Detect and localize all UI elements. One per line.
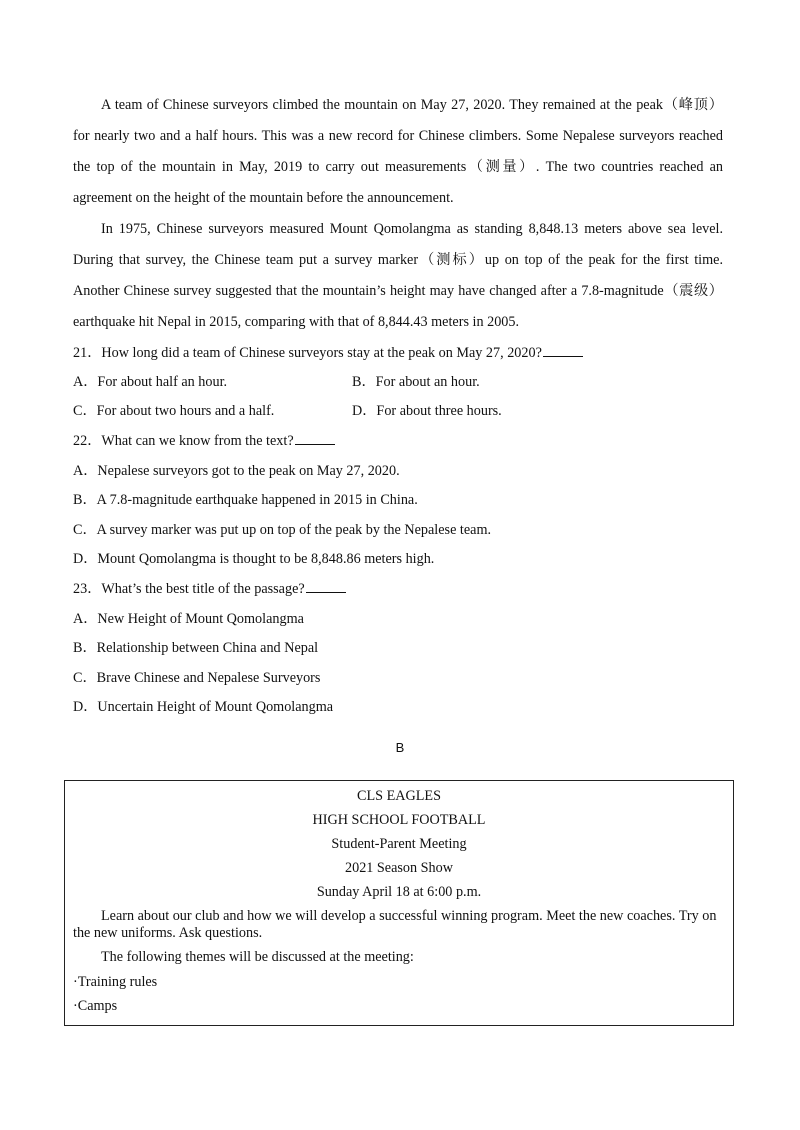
question-21-stem: 21．How long did a team of Chinese surveyors stay at the peak on May 27, 2020? [73, 345, 542, 361]
question-23 [73, 579, 346, 599]
passage-paragraph-2: In 1975, Chinese surveyors measured Mount Qomolangma as standing 8,848.13 meters above sea level. During that survey, the Chinese team put a survey marker（测标）up on top of the peak for the first time. Another Chinese survey suggested that the mountain’s height may have changed after a 7.8-magnitude（震级）earthquake hit Nepal in 2015, comparing with that of 8,844.43 meters in 2005. [73, 221, 723, 330]
question-21-option-b: B．For about an hour. [352, 374, 480, 390]
question-23-stem: 23．What’s the best title of the passage? [73, 581, 305, 597]
notice-bullet-training: ·Training rules [73, 974, 158, 990]
answer-blank [295, 432, 335, 445]
question-22-option-d: D．Mount Qomolangma is thought to be 8,848.86 meters high. [73, 551, 435, 567]
answer-blank [306, 580, 346, 593]
section-label: B [395, 740, 405, 755]
notice-event: Student-Parent Meeting [331, 836, 467, 852]
notice-title: CLS EAGLES [357, 788, 441, 804]
question-22 [73, 431, 335, 451]
question-23-option-d: D．Uncertain Height of Mount Qomolangma [73, 699, 334, 715]
question-22-stem: 22．What can we know from the text? [73, 433, 294, 449]
passage-paragraph-1: A team of Chinese surveyors climbed the mountain on May 27, 2020. They remained at the peak（峰顶）for nearly two and a half hours. This was a new record for Chinese climbers. Some Nepalese surveyors reached the top of the mountain in May, 2019 to carry out measurements（测量）. The two countries reached an agreement on the height of the mountain before the announcement. [73, 97, 723, 206]
notice-bullet-camps: ·Camps [73, 998, 118, 1014]
answer-blank [543, 344, 583, 357]
notice-intro: Learn about our club and how we will develop a successful winning program. Meet the new coaches. Try on the new uniforms. Ask questions. [73, 908, 717, 941]
question-21-option-a: A．For about half an hour. [73, 374, 228, 390]
notice-subtitle: HIGH SCHOOL FOOTBALL [312, 812, 486, 828]
question-23-option-c: C．Brave Chinese and Nepalese Surveyors [73, 670, 321, 686]
notice-themes-intro: The following themes will be discussed at the meeting: [101, 949, 414, 965]
question-22-option-a: A．Nepalese surveyors got to the peak on May 27, 2020. [73, 463, 400, 479]
notice-show: 2021 Season Show [345, 860, 453, 876]
question-22-option-b: B．A 7.8-magnitude earthquake happened in 2015 in China. [73, 492, 418, 508]
question-23-option-b: B．Relationship between China and Nepal [73, 640, 319, 656]
notice-date: Sunday April 18 at 6:00 p.m. [316, 884, 482, 900]
question-21 [73, 343, 583, 363]
notice-box [64, 780, 734, 1026]
question-23-option-a: A．New Height of Mount Qomolangma [73, 611, 304, 627]
question-22-option-c: C．A survey marker was put up on top of the peak by the Nepalese team. [73, 522, 492, 538]
question-21-option-c: C．For about two hours and a half. [73, 403, 275, 419]
question-21-option-d: D．For about three hours. [352, 403, 502, 419]
